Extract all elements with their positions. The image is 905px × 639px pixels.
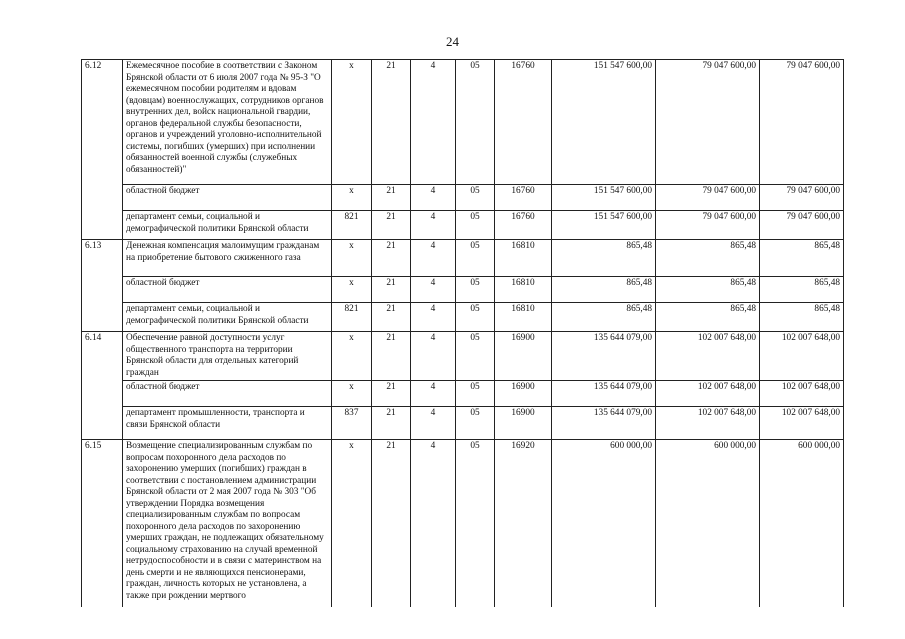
cell-pp: 4 (411, 440, 456, 607)
cell-code: 16810 (495, 303, 552, 332)
cell-year1: 135 644 079,00 (552, 407, 656, 440)
cell-gp: 21 (372, 407, 411, 440)
row-number-empty (82, 211, 123, 240)
cell-code: 16760 (495, 60, 552, 185)
cell-osn: 05 (456, 303, 495, 332)
cell-osn: 05 (456, 211, 495, 240)
cell-osn: 05 (456, 332, 495, 381)
row-number: 6.15 (82, 440, 123, 607)
cell-osn: 05 (456, 440, 495, 607)
cell-grbs: х (332, 332, 372, 381)
cell-osn: 05 (456, 277, 495, 303)
cell-grbs: х (332, 440, 372, 607)
cell-pp: 4 (411, 303, 456, 332)
cell-year2: 102 007 648,00 (656, 407, 760, 440)
cell-year1: 151 547 600,00 (552, 185, 656, 211)
cell-year3: 102 007 648,00 (760, 381, 844, 407)
cell-pp: 4 (411, 277, 456, 303)
cell-pp: 4 (411, 60, 456, 185)
cell-code: 16760 (495, 211, 552, 240)
cell-year3: 79 047 600,00 (760, 211, 844, 240)
cell-year1: 135 644 079,00 (552, 332, 656, 381)
cell-year3: 102 007 648,00 (760, 332, 844, 381)
page-number: 24 (446, 34, 459, 49)
cell-year2: 865,48 (656, 277, 760, 303)
table-row (82, 240, 844, 277)
table-row (82, 303, 844, 332)
row-description: Денежная компенсация малоимущим гражданам на приобретение бытового сжиженного газа (123, 240, 332, 277)
cell-year2: 865,48 (656, 240, 760, 277)
table-row (82, 332, 844, 381)
table-row (82, 60, 844, 185)
cell-grbs: х (332, 185, 372, 211)
row-number-empty (82, 277, 123, 303)
cell-year3: 865,48 (760, 277, 844, 303)
cell-year3: 79 047 600,00 (760, 185, 844, 211)
cell-grbs: х (332, 240, 372, 277)
cell-osn: 05 (456, 240, 495, 277)
row-number-empty (82, 185, 123, 211)
cell-gp: 21 (372, 332, 411, 381)
cell-osn: 05 (456, 407, 495, 440)
cell-year3: 102 007 648,00 (760, 407, 844, 440)
cell-gp: 21 (372, 440, 411, 607)
cell-gp: 21 (372, 185, 411, 211)
cell-code: 16900 (495, 407, 552, 440)
cell-code: 16920 (495, 440, 552, 607)
cell-grbs: 821 (332, 211, 372, 240)
row-description: областной бюджет (123, 185, 332, 211)
row-description: департамент семьи, социальной и демографической политики Брянской области (123, 211, 332, 240)
cell-pp: 4 (411, 211, 456, 240)
cell-year2: 79 047 600,00 (656, 185, 760, 211)
cell-code: 16900 (495, 381, 552, 407)
row-number-empty (82, 381, 123, 407)
cell-year2: 600 000,00 (656, 440, 760, 607)
cell-year3: 865,48 (760, 303, 844, 332)
row-number: 6.14 (82, 332, 123, 381)
table-row (82, 407, 844, 440)
cell-gp: 21 (372, 381, 411, 407)
row-description: областной бюджет (123, 381, 332, 407)
cell-pp: 4 (411, 185, 456, 211)
cell-year1: 865,48 (552, 240, 656, 277)
cell-grbs: х (332, 277, 372, 303)
cell-code: 16760 (495, 185, 552, 211)
cell-year2: 102 007 648,00 (656, 332, 760, 381)
cell-code: 16810 (495, 277, 552, 303)
cell-gp: 21 (372, 277, 411, 303)
cell-gp: 21 (372, 60, 411, 185)
cell-year2: 79 047 600,00 (656, 211, 760, 240)
row-number-empty (82, 407, 123, 440)
cell-year2: 102 007 648,00 (656, 381, 760, 407)
cell-year3: 79 047 600,00 (760, 60, 844, 185)
row-number: 6.12 (82, 60, 123, 185)
cell-year3: 865,48 (760, 240, 844, 277)
cell-pp: 4 (411, 407, 456, 440)
cell-grbs: 837 (332, 407, 372, 440)
cell-osn: 05 (456, 185, 495, 211)
cell-gp: 21 (372, 303, 411, 332)
cell-pp: 4 (411, 332, 456, 381)
row-description: Ежемесячное пособие в соответствии с Законом Брянской области от 6 июля 2007 года № 95-З "О ежемесячном пособии родителям и вдовам (вдовцам) военнослужащих, сотрудников органов внутренних дел, войск национальной гвардии, органов федеральной службы безопасности, органов и учреждений уголовно-исполнительной системы, погибших (умерших) при исполнении обязанностей военной службы (служебных обязанностей)" (123, 60, 332, 185)
cell-osn: 05 (456, 60, 495, 185)
cell-grbs: х (332, 381, 372, 407)
cell-code: 16900 (495, 332, 552, 381)
table-row (82, 440, 844, 607)
cell-year1: 600 000,00 (552, 440, 656, 607)
cell-year1: 865,48 (552, 303, 656, 332)
row-description: департамент промышленности, транспорта и связи Брянской области (123, 407, 332, 440)
cell-year1: 151 547 600,00 (552, 211, 656, 240)
table-row (82, 185, 844, 211)
cell-code: 16810 (495, 240, 552, 277)
table-row (82, 211, 844, 240)
cell-gp: 21 (372, 240, 411, 277)
cell-grbs: х (332, 60, 372, 185)
cell-year2: 79 047 600,00 (656, 60, 760, 185)
row-description: департамент семьи, социальной и демографической политики Брянской области (123, 303, 332, 332)
cell-gp: 21 (372, 211, 411, 240)
cell-year1: 135 644 079,00 (552, 381, 656, 407)
cell-year1: 151 547 600,00 (552, 60, 656, 185)
row-description: областной бюджет (123, 277, 332, 303)
cell-grbs: 821 (332, 303, 372, 332)
cell-year3: 600 000,00 (760, 440, 844, 607)
cell-pp: 4 (411, 240, 456, 277)
row-description: Возмещение специализированным службам по вопросам похоронного дела расходов по захоронению умерших (погибших) граждан в соответствии с постановлением администрации Брянской области от 2 мая 2007 года № 303 "Об утверждении Порядка возмещения специализированным службам по вопросам похоронного дела расходов по захоронению умерших граждан, не подлежащих обязательному социальному страхованию на случай временной нетрудоспособности и в связи с материнством на день смерти и не являющихся пенсионерами, граждан, личность которых не установлена, а также при рождении мертвого (123, 440, 332, 607)
budget-table (81, 59, 844, 607)
table-row (82, 277, 844, 303)
row-number-empty (82, 303, 123, 332)
row-number: 6.13 (82, 240, 123, 277)
cell-osn: 05 (456, 381, 495, 407)
cell-year2: 865,48 (656, 303, 760, 332)
row-description: Обеспечение равной доступности услуг общественного транспорта на территории Брянской области для отдельных категорий граждан (123, 332, 332, 381)
cell-year1: 865,48 (552, 277, 656, 303)
cell-pp: 4 (411, 381, 456, 407)
table-row (82, 381, 844, 407)
